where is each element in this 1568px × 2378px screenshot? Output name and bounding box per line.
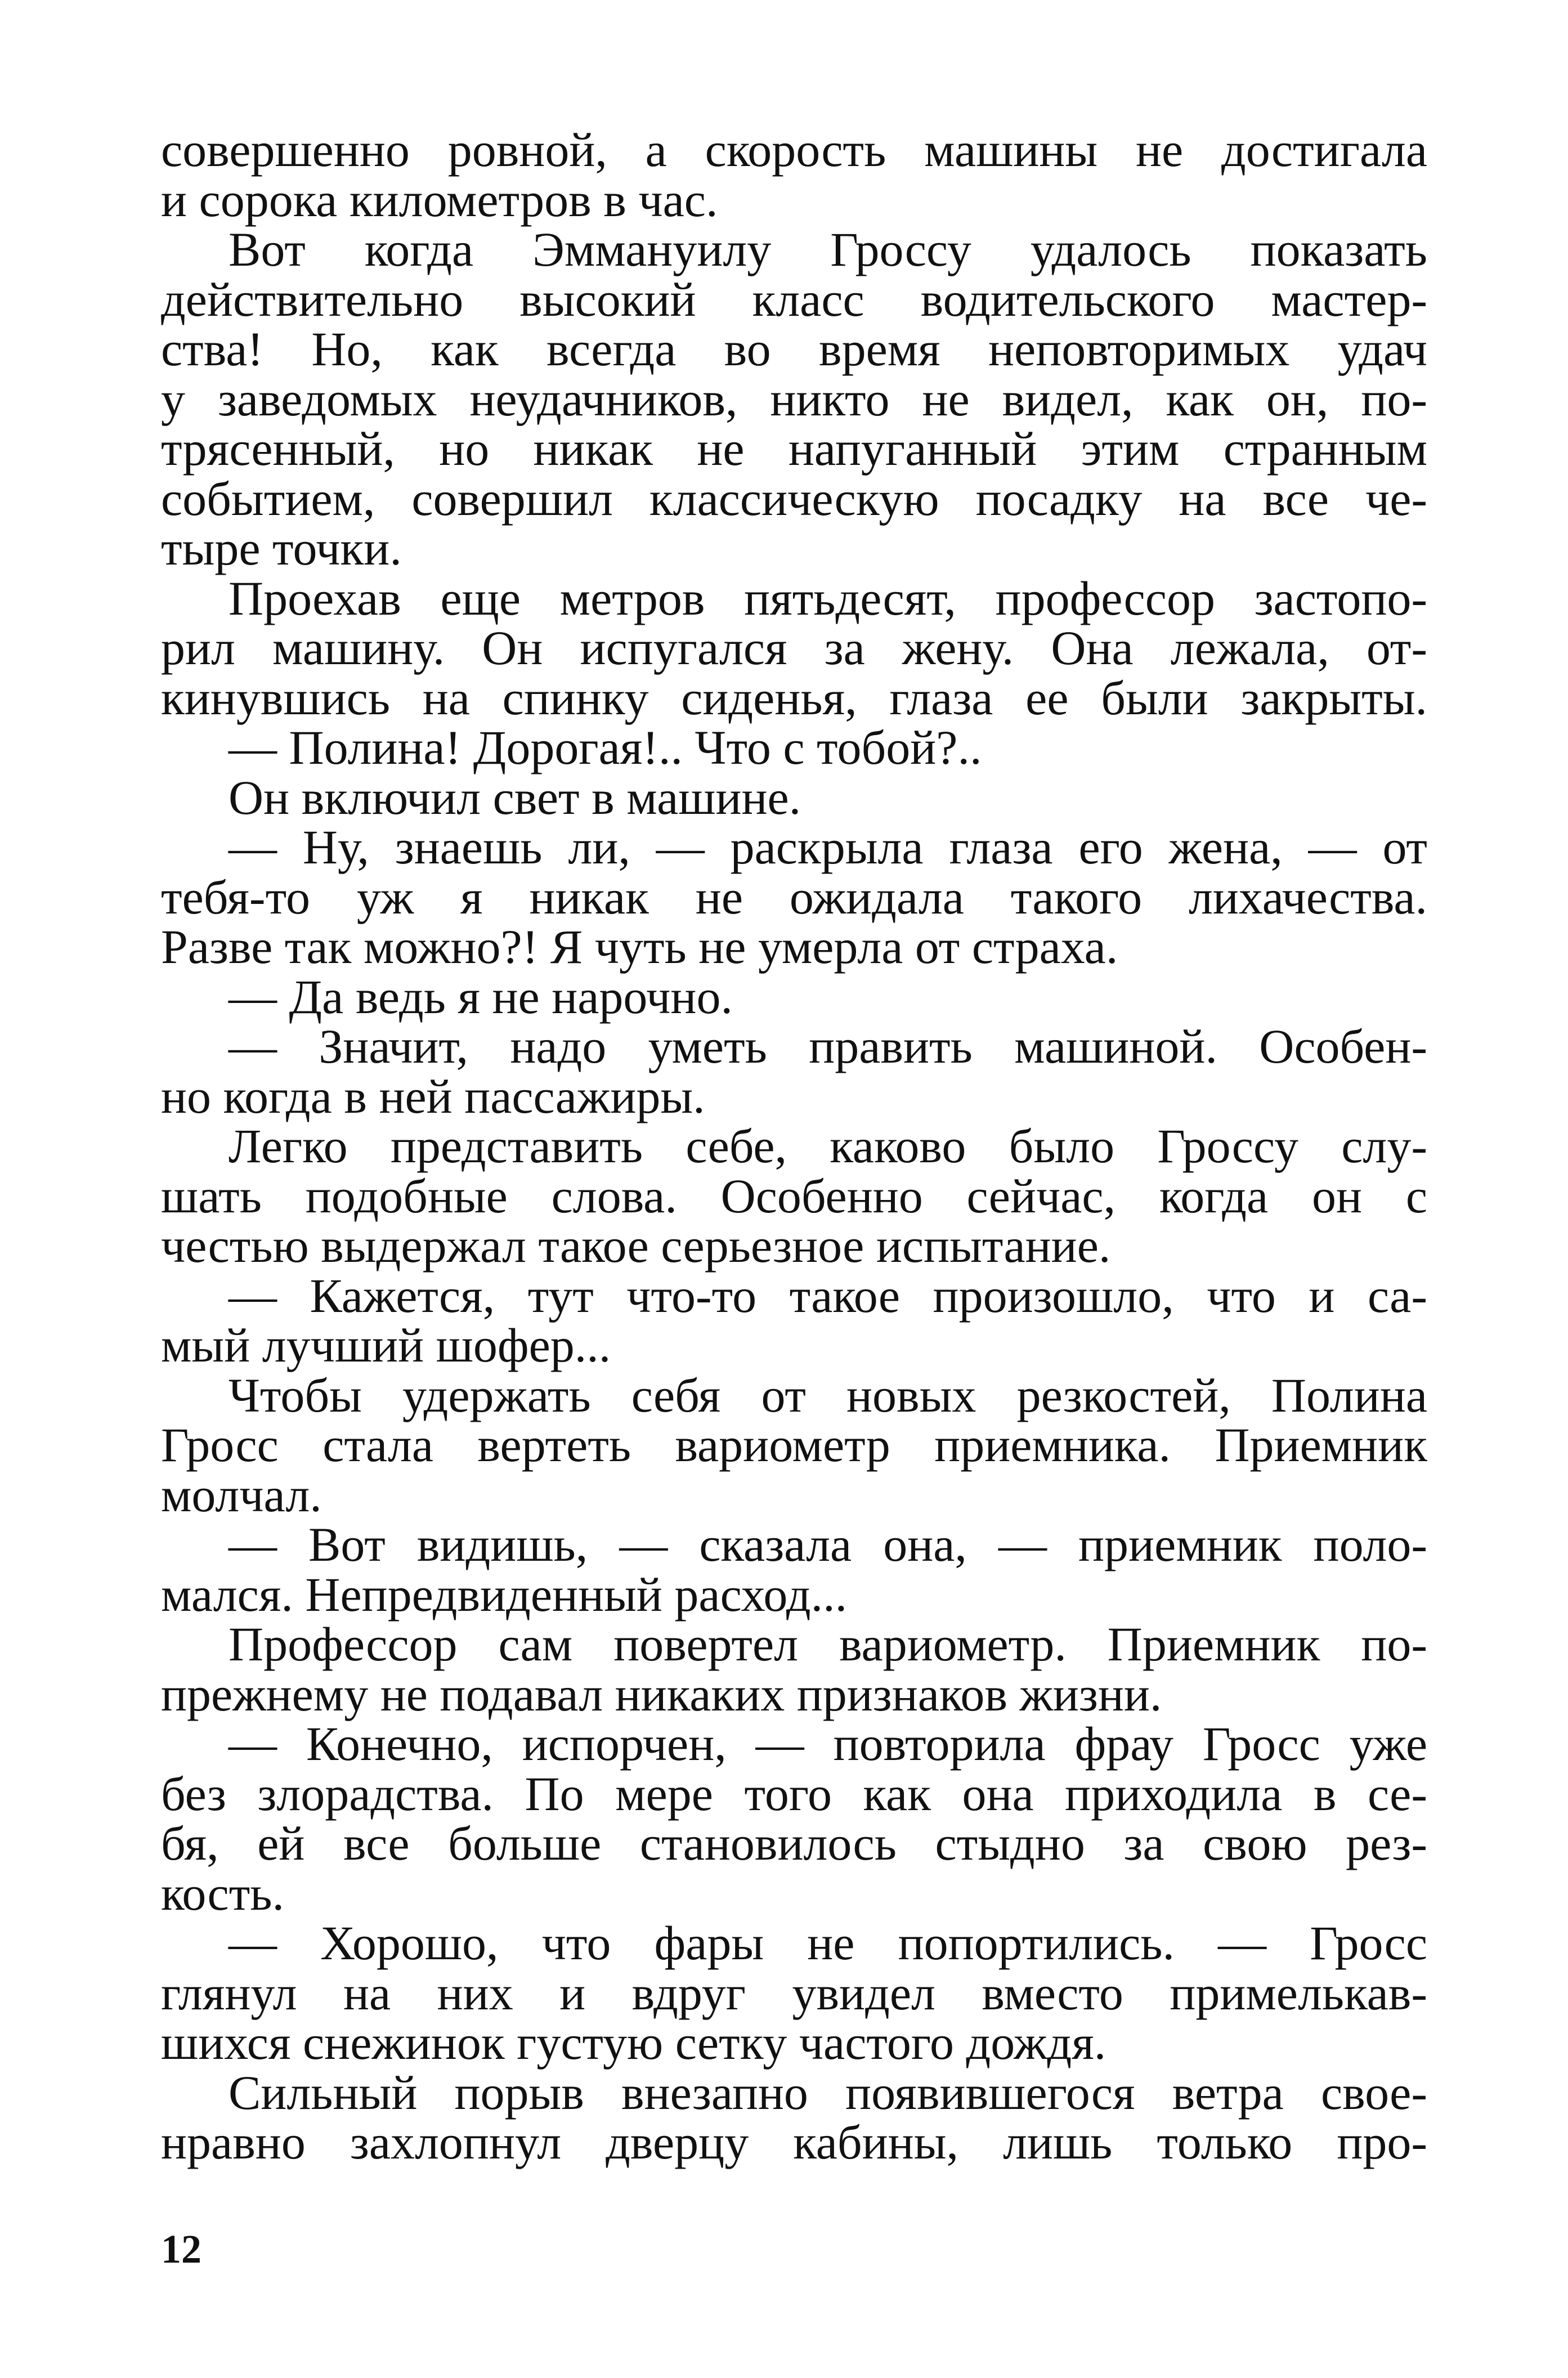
text-line: нравно захлопнул дверцу кабины, лишь только про- <box>161 2115 1427 2169</box>
text-line: Вот когда Эммануилу Гроссу удалось показать <box>229 222 1427 276</box>
text-line: — Хорошо, что фары не попортились. — Гросс <box>229 1916 1427 1970</box>
text-line: прежнему не подавал никаких признаков жизни. <box>161 1667 1162 1721</box>
text-line: Гросс стала вертеть вариометр приемника. Приемник <box>161 1418 1427 1472</box>
text-line: и сорока километров в час. <box>161 172 718 227</box>
text-line: — Конечно, испорчен, — повторила фрау Гросс уже <box>229 1717 1427 1771</box>
text-line: — Вот видишь, — сказала она, — приемник поло- <box>229 1517 1427 1571</box>
text-line: кость. <box>161 1866 285 1920</box>
page-number: 12 <box>161 2227 201 2272</box>
text-line: Профессор сам повертел вариометр. Приемник по- <box>229 1617 1427 1671</box>
text-line: без злорадства. По мере того как она приходила в се- <box>161 1766 1427 1821</box>
text-line: молчал. <box>161 1467 322 1522</box>
body-text <box>161 125 1427 2167</box>
text-line: — Кажется, тут что-то такое произошло, что и са- <box>229 1268 1427 1323</box>
text-line: бя, ей все больше становилось стыдно за свою рез- <box>161 1816 1427 1870</box>
text-line: рил машину. Он испугался за жену. Она лежала, от- <box>161 621 1427 675</box>
text-line: — Значит, надо уметь править машиной. Особен- <box>229 1019 1427 1073</box>
text-line: глянул на них и вдруг увидел вместо примелькав- <box>161 1965 1427 2020</box>
text-line: ства! Но, как всегда во время неповторимых удач <box>161 322 1427 376</box>
text-line: — Ну, знаешь ли, — раскрыла глаза его жена, — от <box>229 820 1427 874</box>
text-line: шихся снежинок густую сетку частого дождя. <box>161 2016 1106 2070</box>
text-line: — Да ведь я не нарочно. <box>229 969 733 1024</box>
text-line: Чтобы удержать себя от новых резкостей, Полина <box>229 1368 1427 1422</box>
text-line: Проехав еще метров пятьдесят, профессор застопо- <box>229 571 1427 625</box>
text-line: тебя-то уж я никак не ожидала такого лихачества. <box>161 870 1427 924</box>
text-line: кинувшись на спинку сиденья, глаза ее были закрыты. <box>161 670 1427 725</box>
text-line: честью выдержал такое серьезное испытание. <box>161 1219 1111 1273</box>
text-line: тыре точки. <box>161 521 402 575</box>
text-line: действительно высокий класс водительского мастер- <box>161 272 1427 326</box>
text-line: — Полина! Дорогая!.. Что с тобой?.. <box>229 720 982 774</box>
text-line: мый лучший шофер... <box>161 1318 611 1372</box>
text-line: Он включил свет в машине. <box>229 770 801 825</box>
text-line: Разве так можно?! Я чуть не умерла от страха. <box>161 920 1118 974</box>
text-line: шать подобные слова. Особенно сейчас, когда он с <box>161 1168 1427 1223</box>
text-line: Сильный порыв внезапно появившегося ветра свое- <box>229 2065 1427 2120</box>
text-line: у заведомых неудачников, никто не видел, как он, по- <box>161 371 1427 426</box>
text-line: трясенный, но никак не напуганный этим странным <box>161 422 1427 476</box>
text-line: совершенно ровной, а скорость машины не достигала <box>161 123 1427 177</box>
text-line: событием, совершил классическую посадку на все че- <box>161 471 1427 526</box>
text-line: Легко представить себе, каково было Гроссу слу- <box>229 1119 1427 1173</box>
text-line: но когда в ней пассажиры. <box>161 1069 705 1123</box>
text-line: мался. Непредвиденный расход... <box>161 1567 848 1622</box>
